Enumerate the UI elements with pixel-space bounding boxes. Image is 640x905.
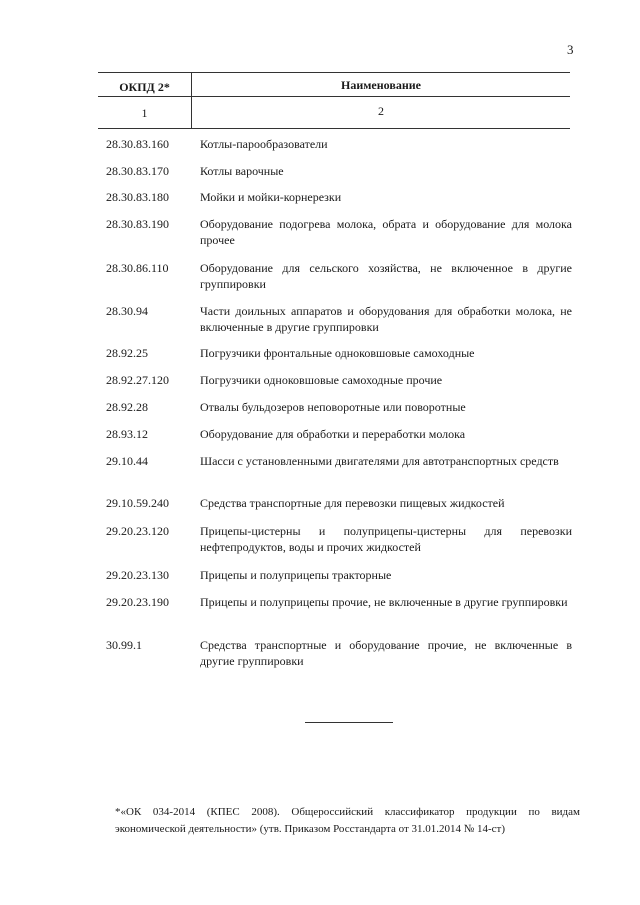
row-code: 29.20.23.120 <box>106 524 169 538</box>
column-header-code: ОКПД 2* <box>119 80 170 94</box>
footnote: *«ОК 034-2014 (КПЕС 2008). Общероссийский классификатор продукции по видам экономической деятельности» (утв. Приказом Росстандарта от 31.01.2014 № 14-ст) <box>115 806 580 835</box>
column-number-code: 1 <box>141 106 148 120</box>
row-name: Прицепы-цистерны и полуприцепы-цистерны для перевозки нефтепродуктов, воды и прочих жидкостей <box>200 524 572 554</box>
row-name: Оборудование для обработки и переработки молока <box>200 427 466 441</box>
row-code: 29.20.23.190 <box>106 595 169 609</box>
row-name: Отвалы бульдозеров неповоротные или поворотные <box>200 400 466 414</box>
row-name: Средства транспортные для перевозки пищевых жидкостей <box>200 496 505 510</box>
table-header-mid-rule <box>98 96 570 97</box>
row-name: Прицепы и полуприцепы прочие, не включенные в другие группировки <box>200 595 568 609</box>
row-code: 28.30.83.170 <box>106 164 169 178</box>
row-code: 28.30.94 <box>106 304 148 318</box>
row-code: 29.10.44 <box>106 454 148 468</box>
row-code: 28.92.25 <box>106 346 148 360</box>
column-header-name: Наименование <box>341 78 421 92</box>
row-name: Погрузчики одноковшовые самоходные прочие <box>200 373 443 387</box>
row-code: 28.30.83.160 <box>106 137 169 151</box>
row-code: 30.99.1 <box>106 638 142 652</box>
row-code: 28.93.12 <box>106 427 148 441</box>
table-header-bottom-rule <box>98 128 570 129</box>
row-name: Средства транспортные и оборудование прочие, не включенные в другие группировки <box>200 638 572 668</box>
row-name: Погрузчики фронтальные одноковшовые самоходные <box>200 346 475 360</box>
row-code: 28.30.86.110 <box>106 261 169 275</box>
row-name: Котлы варочные <box>200 164 284 178</box>
row-name: Котлы-парообразователи <box>200 137 328 151</box>
row-code: 29.10.59.240 <box>106 496 169 510</box>
footnote-separator-rule <box>305 722 393 723</box>
column-number-name: 2 <box>378 104 384 118</box>
row-name: Оборудование для сельского хозяйства, не включенное в другие группировки <box>200 261 572 291</box>
row-name: Шасси с установленными двигателями для автотранспортных средств <box>200 454 559 468</box>
row-code: 28.92.28 <box>106 400 148 414</box>
row-name: Мойки и мойки-корнерезки <box>200 190 342 204</box>
row-name: Части доильных аппаратов и оборудования для обработки молока, не включенные в другие группировки <box>200 304 572 334</box>
page-number: 3 <box>567 42 574 57</box>
row-name: Оборудование подогрева молока, обрата и оборудование для молока прочее <box>200 217 572 247</box>
row-code: 29.20.23.130 <box>106 568 169 582</box>
row-code: 28.92.27.120 <box>106 373 169 387</box>
table-header-top-rule <box>98 72 570 73</box>
row-name: Прицепы и полуприцепы тракторные <box>200 568 392 582</box>
row-code: 28.30.83.190 <box>106 217 169 231</box>
row-code: 28.30.83.180 <box>106 190 169 204</box>
